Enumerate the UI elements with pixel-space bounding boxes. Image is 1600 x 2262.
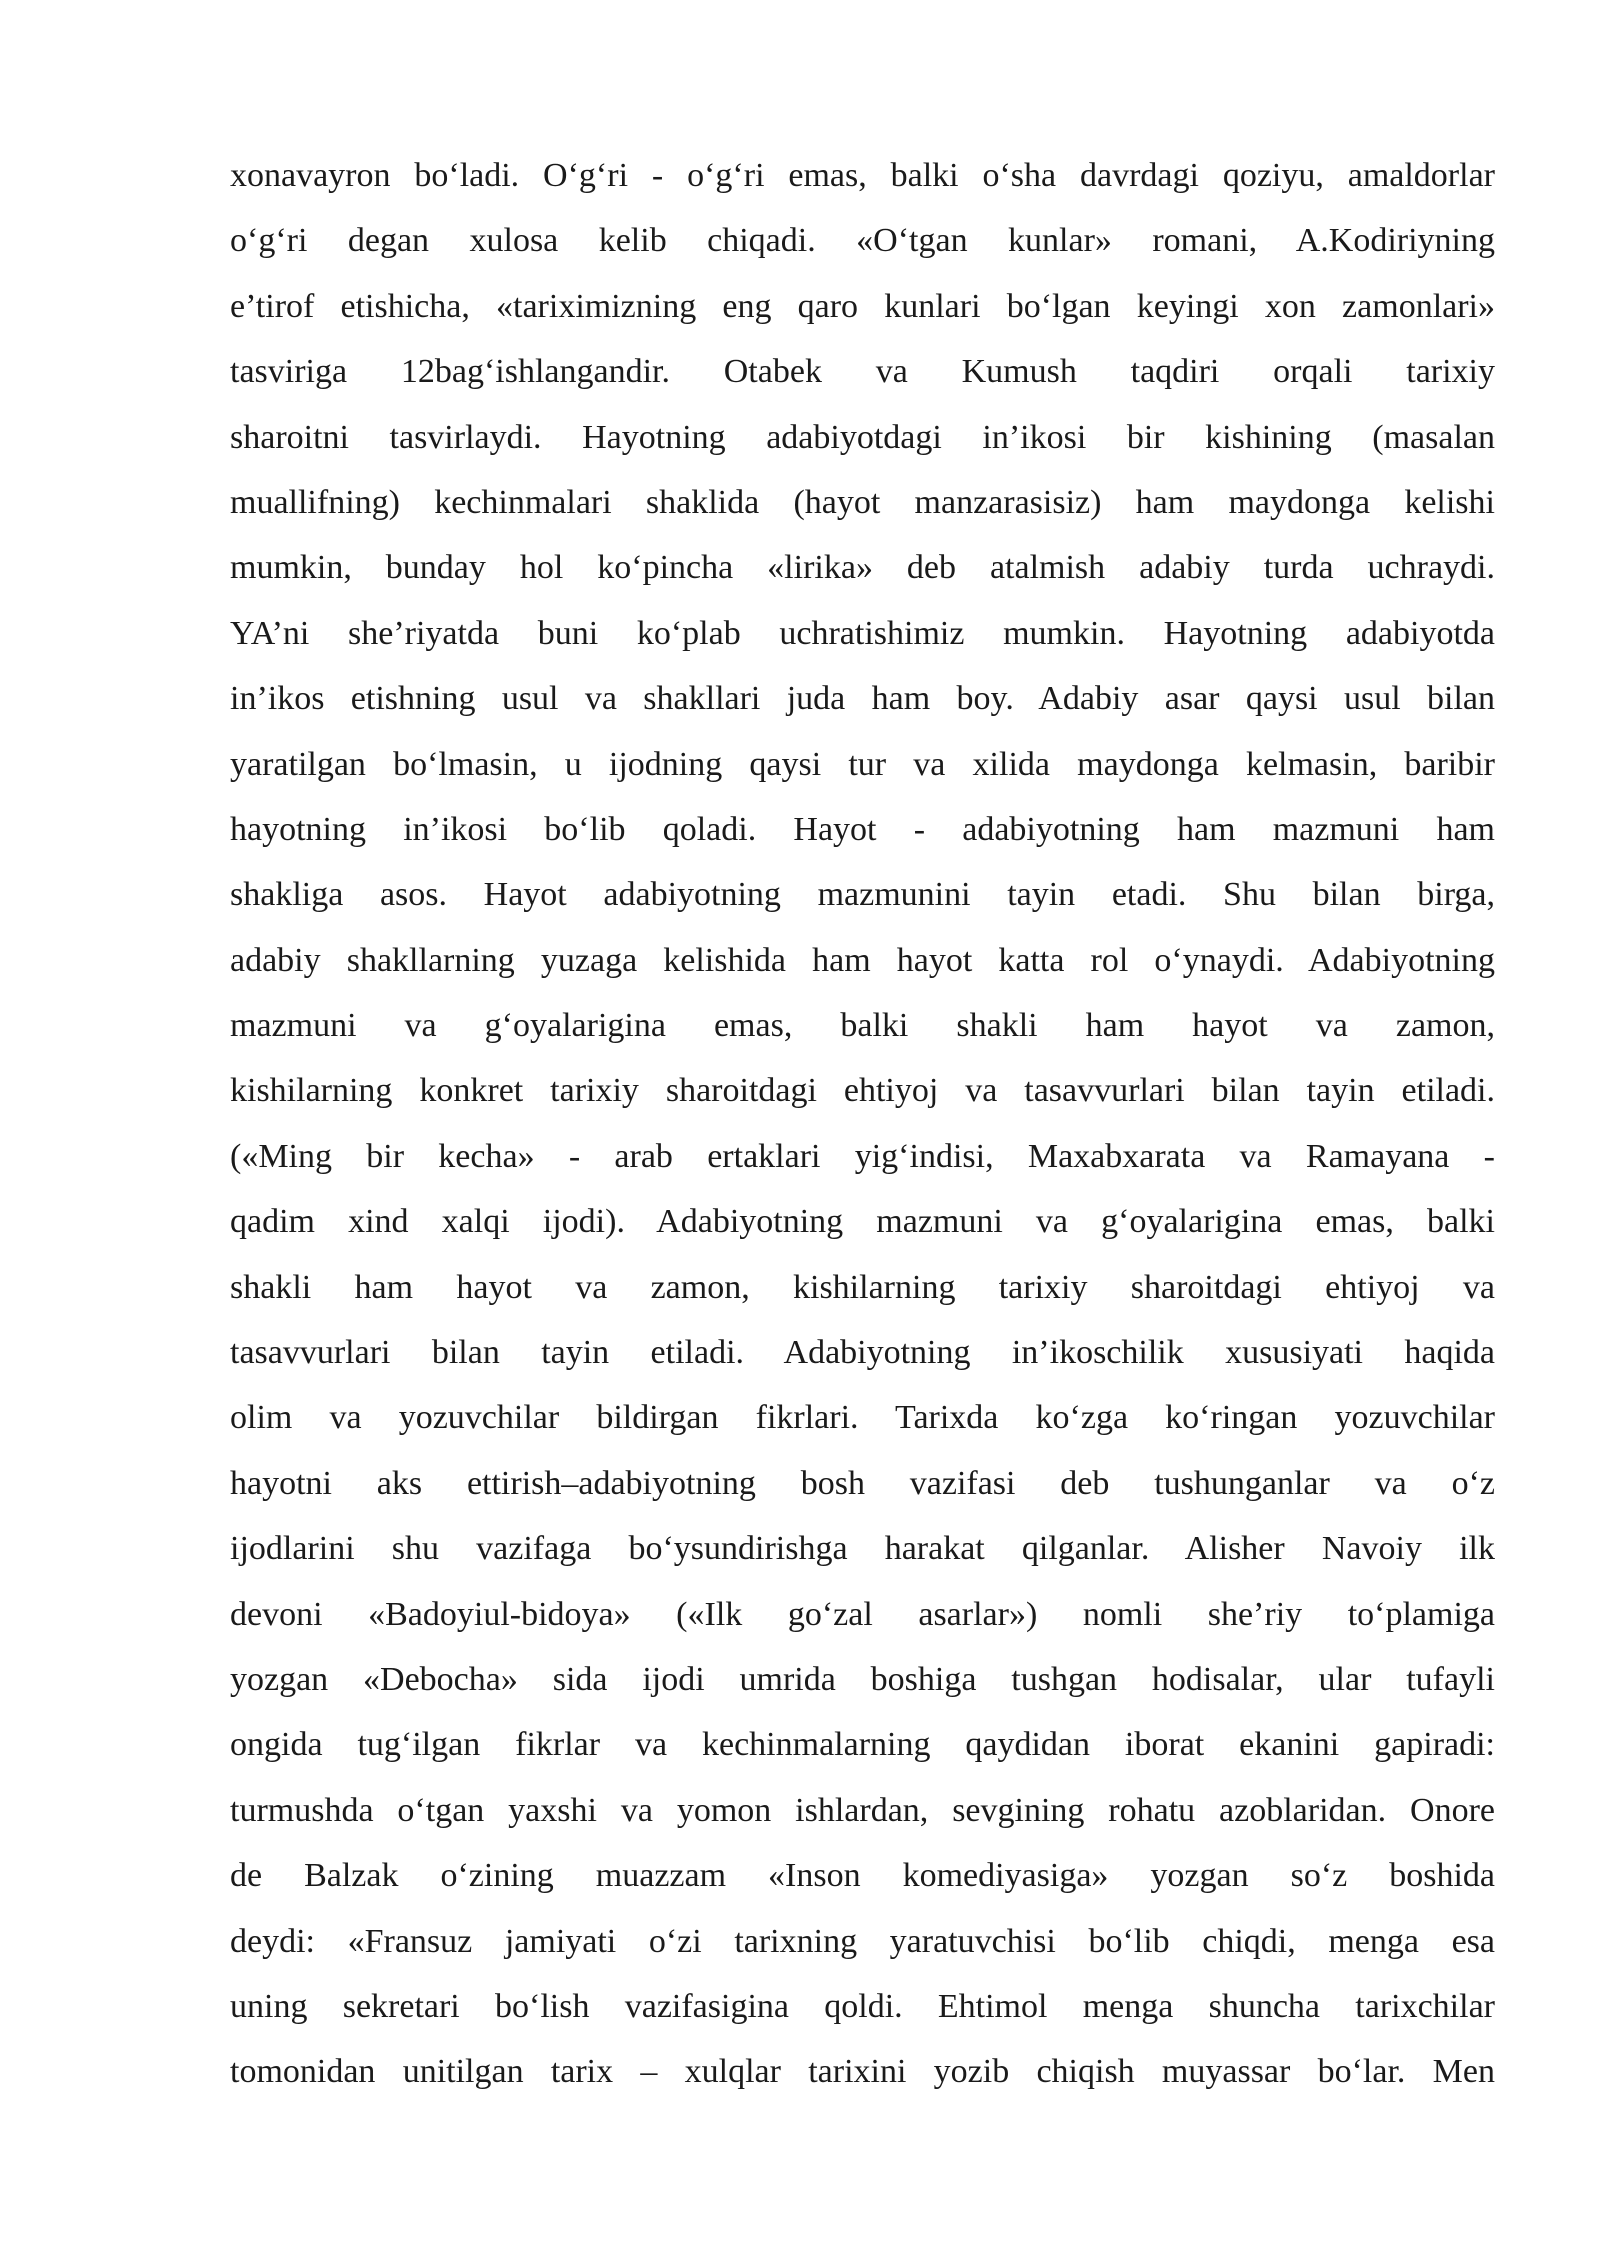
text-line: de Balzak o‘zining muazzam «Inson komediyasiga» yozgan so‘z boshida (230, 1857, 1495, 1895)
text-line: xonavayron bo‘ladi. O‘g‘ri - o‘g‘ri emas, balki o‘sha davrdagi qoziyu, amaldorlar (230, 157, 1495, 194)
text-line: mumkin, bunday hol ko‘pincha «lirika» deb atalmish adabiy turda uchraydi. (230, 549, 1495, 587)
text-line: ongida tug‘ilgan fikrlar va kechinmalarning qaydidan iborat ekanini gapiradi: (230, 1726, 1495, 1764)
text-line: e’tirof etishicha, «tariximizning eng qaro kunlari bo‘lgan keyingi xon zamonlari» (230, 287, 1495, 325)
text-line: shakliga asos. Hayot adabiyotning mazmunini tayin etadi. Shu bilan birga, (230, 876, 1495, 914)
text-line: shakli ham hayot va zamon, kishilarning tarixiy sharoitdagi ehtiyoj va (230, 1268, 1495, 1306)
text-line: in’ikos etishning usul va shakllari juda ham boy. Adabiy asar qaysi usul bilan (230, 680, 1495, 718)
text-line: mazmuni va g‘oyalarigina emas, balki shakli ham hayot va zamon, (230, 1007, 1495, 1045)
text-line: uning sekretari bo‘lish vazifasigina qoldi. Ehtimol menga shuncha tarixchilar (230, 1987, 1495, 2025)
text-line: qadim xind xalqi ijodi). Adabiyotning mazmuni va g‘oyalarigina emas, balki (230, 1203, 1495, 1241)
text-line: kishilarning konkret tarixiy sharoitdagi ehtiyoj va tasavvurlari bilan tayin etiladi. (230, 1072, 1495, 1110)
text-line: sharoitni tasvirlaydi. Hayotning adabiyotdagi in’ikosi bir kishining (masalan (230, 418, 1495, 456)
text-line: YA’ni she’riyatda buni ko‘plab uchratishimiz mumkin. Hayotning adabiyotda (230, 614, 1495, 652)
text-line: o‘g‘ri degan xulosa kelib chiqadi. «O‘tgan kunlar» romani, A.Kodiriyning (230, 222, 1495, 260)
text-line: («Ming bir kecha» - arab ertaklari yig‘indisi, Maxabxarata va Ramayana - (230, 1137, 1495, 1175)
text-line: muallifning) kechinmalari shaklida (hayot manzarasisiz) ham maydonga kelishi (230, 483, 1495, 521)
text-line: hayotni aks ettirish–adabiyotning bosh vazifasi deb tushunganlar va o‘z (230, 1464, 1495, 1502)
text-line: tasviriga 12bag‘ishlangandir. Otabek va Kumush taqdiri orqali tarixiy (230, 353, 1495, 391)
text-line: hayotning in’ikosi bo‘lib qoladi. Hayot - adabiyotning ham mazmuni ham (230, 810, 1495, 848)
text-line: yozgan «Debocha» sida ijodi umrida boshiga tushgan hodisalar, ular tufayli (230, 1660, 1495, 1698)
text-line: ijodlarini shu vazifaga bo‘ysundirishga harakat qilganlar. Alisher Navoiy ilk (230, 1530, 1495, 1568)
body-text (230, 150, 1495, 2112)
text-line: turmushda o‘tgan yaxshi va yomon ishlardan, sevgining rohatu azoblaridan. Onore (230, 1791, 1495, 1829)
text-line: tomonidan unitilgan tarix – xulqlar tarixini yozib chiqish muyassar bo‘lar. Men (230, 2053, 1495, 2091)
text-line: tasavvurlari bilan tayin etiladi. Adabiyotning in’ikoschilik xususiyati haqida (230, 1334, 1495, 1372)
text-line: olim va yozuvchilar bildirgan fikrlari. Tarixda ko‘zga ko‘ringan yozuvchilar (230, 1399, 1495, 1437)
text-line: yaratilgan bo‘lmasin, u ijodning qaysi tur va xilida maydonga kelmasin, baribir (230, 745, 1495, 783)
text-line: deydi: «Fransuz jamiyati o‘zi tarixning yaratuvchisi bo‘lib chiqdi, menga esa (230, 1922, 1495, 1960)
text-line: devoni «Badoyiul-bidoya» («Ilk go‘zal asarlar») nomli she’riy to‘plamiga (230, 1595, 1495, 1633)
text-line: adabiy shakllarning yuzaga kelishida ham hayot katta rol o‘ynaydi. Adabiyotning (230, 941, 1495, 979)
